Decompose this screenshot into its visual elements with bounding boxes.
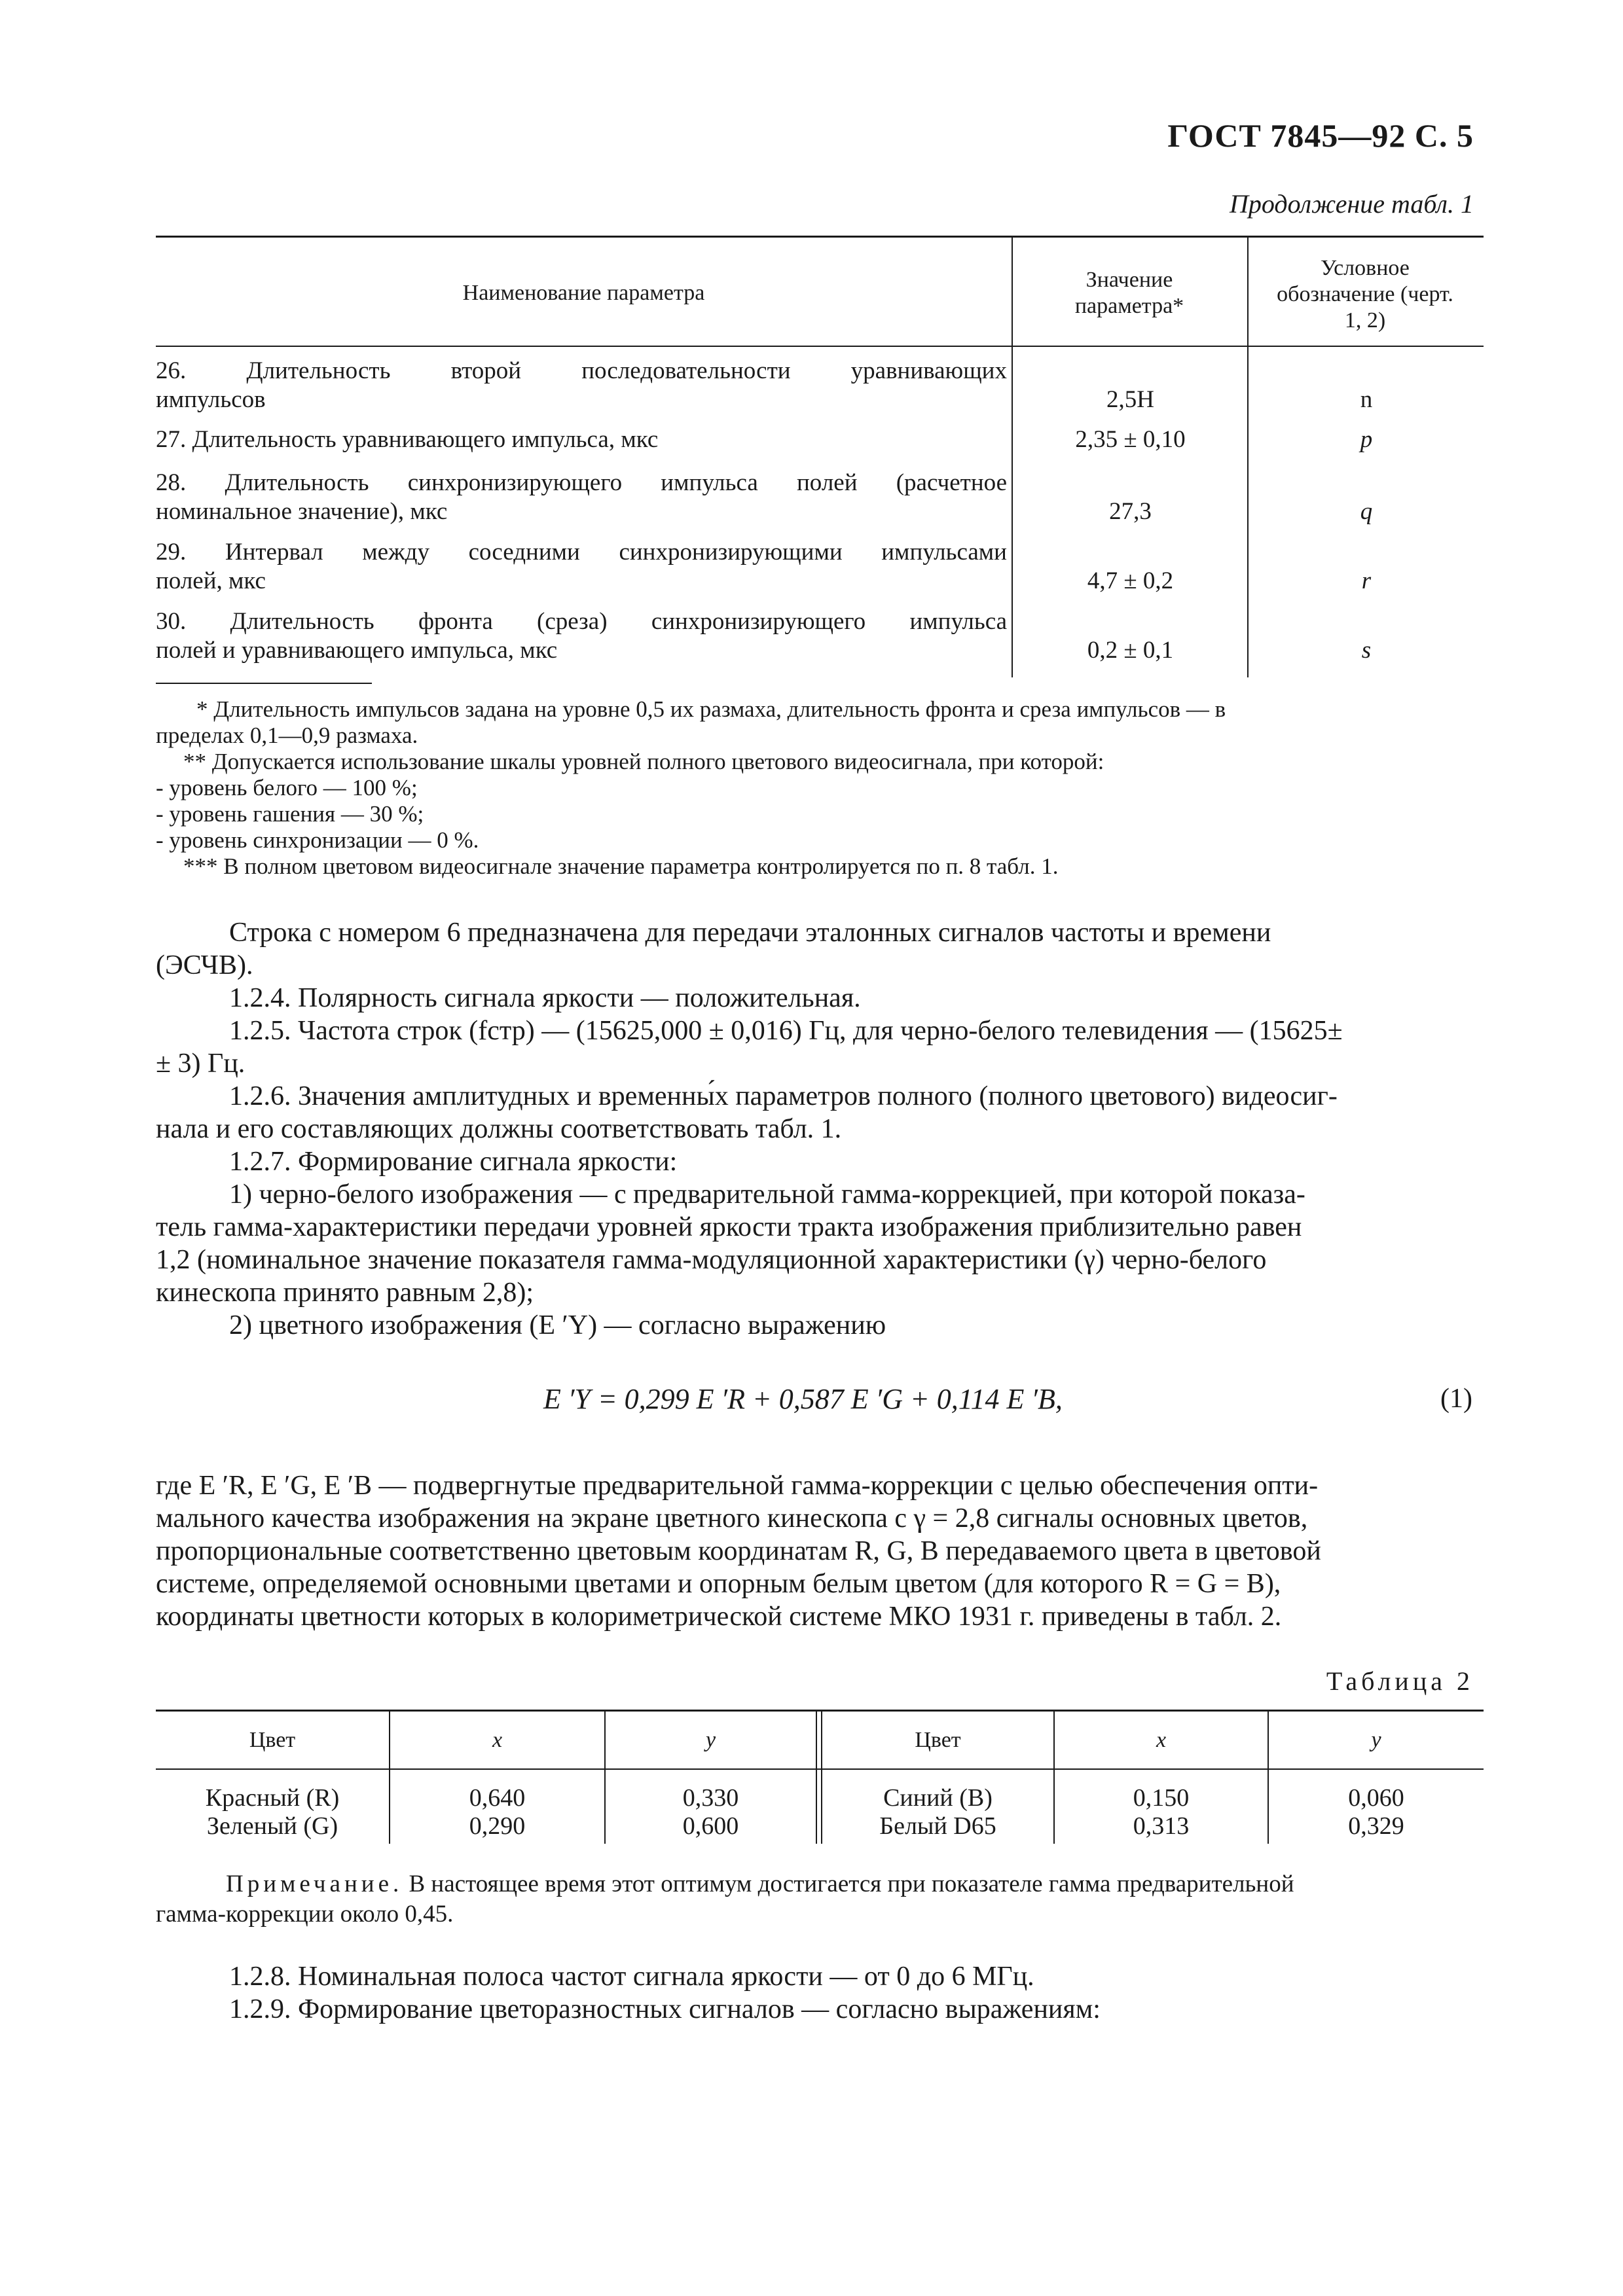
table2-header-x-2: x (1156, 1728, 1167, 1752)
footnote-separator (156, 683, 372, 684)
table-row-29-name-line1: 29. Интервал между соседними синхронизирующими импульсами (156, 539, 1007, 565)
table2-r2-x2: 0,313 (1133, 1812, 1190, 1840)
table2-header-y-2: y (1371, 1728, 1381, 1752)
table-row-28-value: 27,3 (1109, 498, 1152, 525)
body-line-2: (ЭСЧВ). (156, 950, 253, 980)
page-header: ГОСТ 7845—92 С. 5 (1167, 117, 1474, 154)
body-line-8: 1.2.7. Формирование сигнала яркости: (229, 1147, 678, 1177)
where-line-3: пропорциональные соответственно цветовым координатам R, G, B передаваемого цвета в цветовой (156, 1536, 1321, 1566)
footnote-2-item-3: - уровень синхронизации — 0 %. (156, 827, 479, 853)
body-line-12: кинескопа принято равным 2,8); (156, 1278, 534, 1308)
body-line-6: 1.2.6. Значения амплитудных и временны́х параметров полного (полного цветового) видеосиг- (229, 1081, 1338, 1111)
table-row-27-value: 2,35 ± 0,10 (1075, 426, 1186, 453)
final-line-2: 1.2.9. Формирование цветоразностных сигналов — согласно выражениям: (229, 1994, 1101, 2024)
table-column-divider-2 (1247, 236, 1249, 677)
where-line-1: где E ′R, E ′G, E ′B — подвергнутые предварительной гамма-коррекции с целью обеспечения опти- (156, 1471, 1319, 1501)
table2-r1-y2: 0,060 (1348, 1784, 1404, 1812)
table-row-26-name-line1: 26. Длительность второй последовательности уравнивающих (156, 357, 1007, 384)
note-line-1 (226, 1869, 1294, 1899)
table-header-rule (156, 346, 1484, 347)
body-line-7: нала и его составляющих должны соответствовать табл. 1. (156, 1114, 842, 1144)
header-symbol: Условное обозначение (черт. 1, 2) (1277, 256, 1453, 332)
table2-r2-color: Зеленый (G) (206, 1812, 338, 1840)
footnote-2: ** Допускается использование шкалы уровней полного цветового видеосигнала, при которой: (183, 749, 1104, 774)
table-row-26-symbol: n (1360, 386, 1373, 413)
body-line-13: 2) цветного изображения (E ′Y) — согласно выражению (229, 1310, 886, 1340)
table-row-26-value: 2,5H (1106, 386, 1154, 413)
body-line-4: 1.2.5. Частота строк (fстр) — (15625,000 ± 0,016) Гц, для черно-белого телевидения — (15625± (229, 1016, 1343, 1046)
table-row-30-symbol: s (1361, 637, 1372, 664)
table-row-28-name-line1: 28. Длительность синхронизирующего импульса полей (расчетное (156, 469, 1007, 496)
note-label: Примечание. (226, 1871, 403, 1897)
body-line-10: тель гамма-характеристики передачи уровней яркости тракта изображения приблизительно равен (156, 1212, 1302, 1242)
table2-r1-color: Красный (R) (205, 1784, 340, 1812)
table2-divider-3a (816, 1710, 817, 1844)
table2-r1-x: 0,640 (469, 1784, 526, 1812)
table2-r2-x: 0,290 (469, 1812, 526, 1840)
table-row-29-symbol: r (1361, 567, 1372, 594)
footnote-3: *** В полном цветовом видеосигнале значение параметра контролируется по п. 8 табл. 1. (183, 853, 1059, 879)
body-line-11: 1,2 (номинальное значение показателя гамма-модуляционной характеристики (γ) черно-белого (156, 1245, 1267, 1275)
table2-r2-y2: 0,329 (1348, 1812, 1404, 1840)
table-row-30-name-line2: полей и уравнивающего импульса, мкс (156, 637, 558, 664)
table-row-30-value: 0,2 ± 0,1 (1087, 637, 1174, 664)
table2-r1-color2: Синий (B) (883, 1784, 993, 1812)
body-line-1: Строка с номером 6 предназначена для передачи эталонных сигналов частоты и времени (229, 918, 1271, 948)
table2-header-color-1: Цвет (249, 1728, 296, 1752)
footnote-1-cont: пределах 0,1—0,9 размаха. (156, 723, 418, 748)
table2-header-x-1: x (492, 1728, 503, 1752)
table2-header-color-2: Цвет (915, 1728, 961, 1752)
table-row-27-name-line1: 27. Длительность уравнивающего импульса, мкс (156, 426, 659, 453)
table-top-rule (156, 236, 1484, 238)
table2-r2-y: 0,600 (682, 1812, 739, 1840)
footnote-2-item-1: - уровень белого — 100 %; (156, 775, 418, 800)
equation-1-number: (1) (1440, 1384, 1472, 1414)
table-row-30-name-line1: 30. Длительность фронта (среза) синхронизирующего импульса (156, 608, 1007, 635)
table-row-29-value: 4,7 ± 0,2 (1087, 567, 1174, 594)
body-line-3: 1.2.4. Полярность сигнала яркости — положительная. (229, 983, 861, 1013)
where-line-5: координаты цветности которых в колориметрической системе МКО 1931 г. приведены в табл. 2. (156, 1602, 1282, 1632)
equation-1: E ′Y = 0,299 E ′R + 0,587 E ′G + 0,114 E ′B, (543, 1383, 1063, 1415)
table2-header-rule (156, 1768, 1484, 1770)
table-column-divider-1 (1012, 236, 1013, 677)
table-row-29-name-line2: полей, мкс (156, 567, 266, 594)
footnote-1: * Длительность импульсов задана на уровне 0,5 их размаха, длительность фронта и среза импульсов — в (196, 696, 1226, 722)
table-row-28-name-line2: номинальное значение), мкс (156, 498, 448, 525)
where-line-4: системе, определяемой основными цветами и опорным белым цветом (для которого R = G = B), (156, 1569, 1281, 1599)
where-line-2: мального качества изображения на экране цветного кинескопа с γ = 2,8 сигналы основных цветов, (156, 1503, 1308, 1534)
table2-r1-y: 0,330 (682, 1784, 739, 1812)
table-2-title: Таблица 2 (1326, 1666, 1474, 1696)
body-line-5: ± 3) Гц. (156, 1049, 246, 1079)
table2-header-y-1: y (705, 1728, 716, 1752)
body-line-9: 1) черно-белого изображения — с предварительной гамма-коррекцией, при которой показа- (229, 1179, 1305, 1210)
header-value: Значение параметра* (1074, 268, 1184, 318)
note-line-2: гамма-коррекции около 0,45. (156, 1901, 454, 1928)
table-row-28-symbol: q (1360, 498, 1373, 525)
table2-top-rule (156, 1710, 1484, 1712)
header-name: Наименование параметра (462, 281, 705, 305)
table2-r1-x2: 0,150 (1133, 1784, 1190, 1812)
table-row-27-symbol: p (1360, 426, 1373, 453)
note-text: В настоящее время этот оптимум достигается при показателе гамма предварительной (409, 1871, 1294, 1897)
table2-r2-color2: Белый D65 (879, 1812, 996, 1840)
final-line-1: 1.2.8. Номинальная полоса частот сигнала яркости — от 0 до 6 МГц. (229, 1962, 1034, 1992)
table-continuation-label: Продолжение табл. 1 (1229, 189, 1474, 219)
footnote-2-item-2: - уровень гашения — 30 %; (156, 801, 424, 827)
table-row-26-name-line2: импульсов (156, 386, 266, 413)
